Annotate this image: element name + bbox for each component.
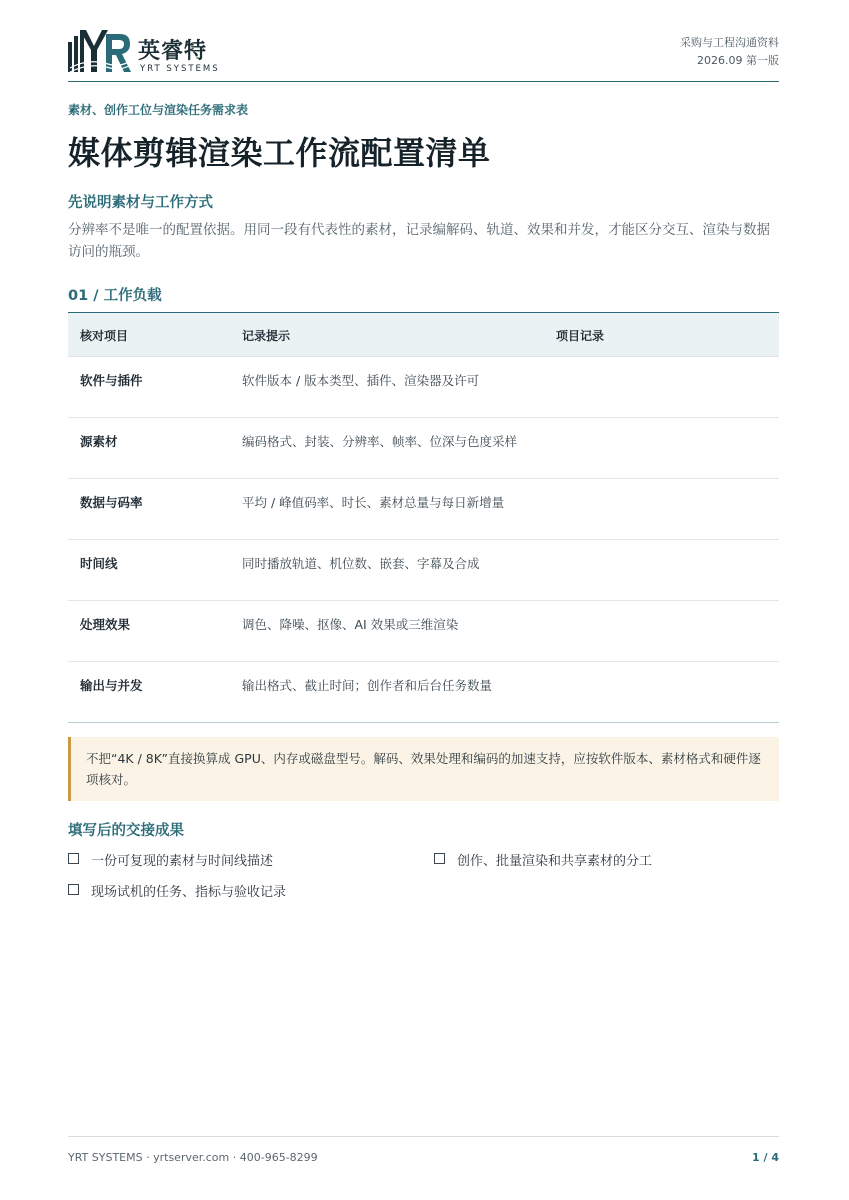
row-item: 软件与插件	[80, 373, 143, 388]
workload-table	[68, 312, 779, 723]
row-item: 源素材	[80, 434, 118, 449]
deliverables-heading: 填写后的交接成果	[68, 823, 184, 839]
column-header-hint: 记录提示	[242, 329, 291, 343]
deliverable-label: 一份可复现的素材与时间线描述	[91, 854, 274, 869]
checkbox-icon[interactable]	[434, 853, 445, 864]
deliverable-label: 现场试机的任务、指标与验收记录	[91, 885, 287, 900]
footer-contact: YRT SYSTEMS · yrtserver.com · 400-965-8299	[68, 1151, 318, 1164]
row-hint: 输出格式、截止时间；创作者和后台任务数量	[242, 678, 493, 693]
row-item: 处理效果	[80, 617, 131, 632]
page-header	[68, 26, 779, 82]
record-field[interactable]	[554, 426, 764, 470]
document-eyebrow: 素材、创作工位与渲染任务需求表	[68, 103, 249, 117]
record-field[interactable]	[554, 609, 764, 653]
warning-note-text: 不把“4K / 8K”直接换算成 GPU、内存或磁盘型号。解码、效果处理和编码的加速支持，应按软件版本、素材格式和硬件逐项核对。	[86, 751, 761, 787]
table-row	[68, 479, 779, 540]
table-row	[68, 418, 779, 479]
document-type: 采购与工程沟通资料	[680, 36, 779, 49]
warning-note	[68, 737, 779, 801]
record-field[interactable]	[554, 365, 764, 409]
row-hint: 软件版本 / 版本类型、插件、渲染器及许可	[242, 373, 480, 388]
column-header-record: 项目记录	[556, 329, 605, 343]
header-meta	[680, 34, 779, 70]
row-item: 时间线	[80, 556, 118, 571]
intro-heading: 先说明素材与工作方式	[68, 195, 213, 211]
row-hint: 平均 / 峰值码率、时长、素材总量与每日新增量	[242, 495, 505, 510]
checkbox-icon[interactable]	[68, 853, 79, 864]
document-edition: 2026.09 第一版	[697, 54, 779, 67]
row-hint: 调色、降噪、抠像、AI 效果或三维渲染	[242, 617, 459, 632]
workload-section-heading: 01 / 工作负载	[68, 288, 162, 304]
checkbox-icon[interactable]	[68, 884, 79, 895]
page-number: 1 / 4	[752, 1151, 779, 1164]
record-field[interactable]	[554, 670, 764, 714]
table-row	[68, 662, 779, 722]
record-field[interactable]	[554, 548, 764, 592]
logo-chinese-name: 英睿特	[138, 39, 208, 64]
table-row	[68, 601, 779, 662]
logo-english-name: YRT SYSTEMS	[140, 64, 220, 74]
page-footer	[68, 1136, 779, 1167]
row-item: 输出与并发	[80, 678, 143, 693]
table-row	[68, 357, 779, 418]
yrt-logo-icon	[68, 28, 134, 74]
page-title: 媒体剪辑渲染工作流配置清单	[68, 134, 491, 172]
company-logo	[68, 28, 228, 76]
row-hint: 同时播放轨道、机位数、嵌套、字幕及合成	[242, 556, 480, 571]
column-header-item: 核对项目	[80, 329, 129, 343]
table-header-row	[68, 313, 779, 357]
deliverable-label: 创作、批量渲染和共享素材的分工	[457, 854, 653, 869]
row-hint: 编码格式、封装、分辨率、帧率、位深与色度采样	[242, 434, 518, 449]
record-field[interactable]	[554, 487, 764, 531]
document-page	[68, 0, 779, 1200]
row-item: 数据与码率	[80, 495, 143, 510]
intro-paragraph: 分辨率不是唯一的配置依据。用同一段有代表性的素材，记录编解码、轨道、效果和并发，才能区分交互、渲染与数据访问的瓶颈。	[68, 222, 770, 260]
table-row	[68, 540, 779, 601]
